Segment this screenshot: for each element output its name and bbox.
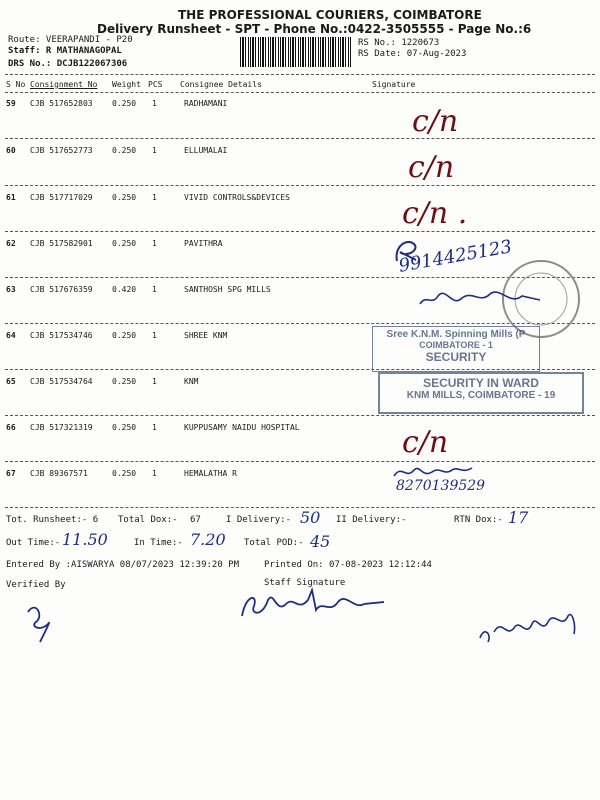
staff-label: Staff: R MATHANAGOPAL (8, 46, 122, 56)
signature-scribble (392, 236, 422, 266)
printed-on: Printed On: 07-08-2023 12:12:44 (264, 560, 432, 570)
cell-consignment: CJB 517676359 (30, 285, 93, 294)
total-dox-value: 67 (190, 515, 201, 525)
i-delivery-label: I Delivery:- (226, 515, 292, 525)
cell-pcs: 1 (152, 331, 157, 340)
total-pod-label: Total POD:- (244, 538, 304, 548)
table-row (0, 417, 600, 463)
cell-sno: 64 (6, 331, 16, 340)
cell-pcs: 1 (152, 146, 157, 155)
cell-consignee: HEMALATHA R (184, 469, 237, 478)
cell-consignee: SANTHOSH SPG MILLS (184, 285, 271, 294)
divider (5, 185, 595, 186)
cell-consignment: CJB 517652773 (30, 146, 93, 155)
cell-consignment: CJB 517652803 (30, 99, 93, 108)
divider (5, 461, 595, 462)
entered-by: Entered By :AISWARYA 08/07/2023 12:39:20 PM (6, 560, 239, 570)
col-sno: S No (6, 80, 26, 89)
cell-pcs: 1 (152, 99, 157, 108)
cell-pcs: 1 (152, 239, 157, 248)
cell-consignee: RADHAMANI (184, 99, 228, 108)
total-dox-label: Total Dox:- (118, 515, 178, 525)
stamp-text: COIMBATORE - 1 (419, 340, 493, 350)
ii-delivery-label: II Delivery:- (336, 515, 407, 525)
stamp-text: Sree K.N.M. Spinning Mills (P (386, 329, 526, 340)
col-weight: Weight (112, 80, 141, 89)
cell-consignee: KUPPUSAMY NAIDU HOSPITAL (184, 423, 300, 432)
cell-weight: 0.250 (112, 469, 137, 478)
cell-weight: 0.250 (112, 377, 137, 386)
cell-pcs: 1 (152, 285, 157, 294)
staff-signature-label: Staff Signature (264, 578, 346, 588)
rs-date: RS Date: 07-Aug-2023 (358, 49, 467, 59)
cell-sno: 65 (6, 377, 16, 386)
cell-weight: 0.250 (112, 146, 137, 155)
total-runsheet: Tot. Runsheet:- 6 (6, 515, 99, 525)
barcode (240, 37, 352, 67)
cell-sno: 59 (6, 99, 16, 108)
out-time-label: Out Time:- (6, 538, 61, 548)
cell-sno: 63 (6, 285, 16, 294)
staff-signature (238, 588, 388, 624)
stamp-text: KNM MILLS, COIMBATORE - 19 (406, 390, 556, 401)
cell-consignment: CJB 517534764 (30, 377, 93, 386)
cell-weight: 0.250 (112, 239, 137, 248)
signature-scribble (418, 284, 548, 314)
table-row (0, 463, 600, 509)
signature-handwriting: c/n . (402, 196, 468, 231)
cell-pcs: 1 (152, 423, 157, 432)
cell-pcs: 1 (152, 469, 157, 478)
drs-label: DRS No.: DCJB122067306 (8, 59, 128, 69)
signature-handwriting: c/n (408, 150, 455, 185)
cell-consignee: ELLUMALAI (184, 146, 228, 155)
route-label: Route: VEERAPANDI - P20 (8, 35, 133, 45)
signature-scribble (392, 462, 482, 482)
signature-handwriting: 8270139529 (396, 478, 486, 494)
cell-pcs: 1 (152, 193, 157, 202)
verified-by-label: Verified By (6, 580, 66, 590)
signature-handwriting: 9914425123 (397, 236, 514, 277)
signature-handwriting: c/n (412, 104, 459, 139)
cell-weight: 0.250 (112, 423, 137, 432)
in-time-value: 7.20 (190, 530, 226, 549)
cell-consignee: VIVID CONTROLS&DEVICES (184, 193, 290, 202)
cell-consignment: CJB 517534746 (30, 331, 93, 340)
out-time-value: 11.50 (62, 530, 108, 549)
cell-consignment: CJB 517321319 (30, 423, 93, 432)
i-delivery-value: 50 (300, 508, 321, 527)
runsheet-subtitle: Delivery Runsheet - SPT - Phone No.:0422-3505555 - Page No.:6 (97, 22, 532, 36)
divider (5, 415, 595, 416)
receiver-signature (476, 604, 580, 648)
cell-consignment: CJB 89367571 (30, 469, 88, 478)
cell-consignee: PAVITHRA (184, 239, 223, 248)
stamp-text: SECURITY (425, 350, 487, 364)
signature-handwriting: c/n (402, 425, 449, 460)
verifier-signature (22, 598, 62, 644)
table-row (0, 140, 600, 186)
cell-sno: 66 (6, 423, 16, 432)
cell-consignee: KNM (184, 377, 199, 386)
total-pod-value: 45 (310, 532, 331, 551)
company-title: THE PROFESSIONAL COURIERS, COIMBATORE (178, 8, 482, 22)
table-row (0, 187, 600, 233)
rtn-dox-label: RTN Dox:- (454, 515, 503, 525)
cell-sno: 62 (6, 239, 16, 248)
cell-pcs: 1 (152, 377, 157, 386)
cell-consignment: CJB 517717029 (30, 193, 93, 202)
col-consignee: Consignee Details (180, 80, 262, 89)
company-stamp (372, 326, 540, 372)
col-consignment: Consignment No (30, 80, 98, 89)
cell-sno: 67 (6, 469, 16, 478)
divider (5, 138, 595, 139)
in-time-label: In Time:- (134, 538, 183, 548)
cell-weight: 0.250 (112, 193, 137, 202)
security-stamp (378, 372, 584, 414)
cell-sno: 60 (6, 146, 16, 155)
divider (5, 231, 595, 232)
cell-weight: 0.420 (112, 285, 137, 294)
rs-number: RS No.: 1220673 (358, 38, 440, 48)
divider (5, 74, 595, 75)
stamp-text: SECURITY IN WARD (423, 376, 539, 390)
rtn-dox-value: 17 (508, 508, 529, 527)
col-pcs: PCS (148, 80, 163, 89)
cell-weight: 0.250 (112, 99, 137, 108)
cell-consignment: CJB 517582901 (30, 239, 93, 248)
cell-weight: 0.250 (112, 331, 137, 340)
col-signature: Signature (372, 80, 416, 89)
cell-consignee: SHREE KNM (184, 331, 228, 340)
cell-sno: 61 (6, 193, 16, 202)
table-row (0, 93, 600, 139)
